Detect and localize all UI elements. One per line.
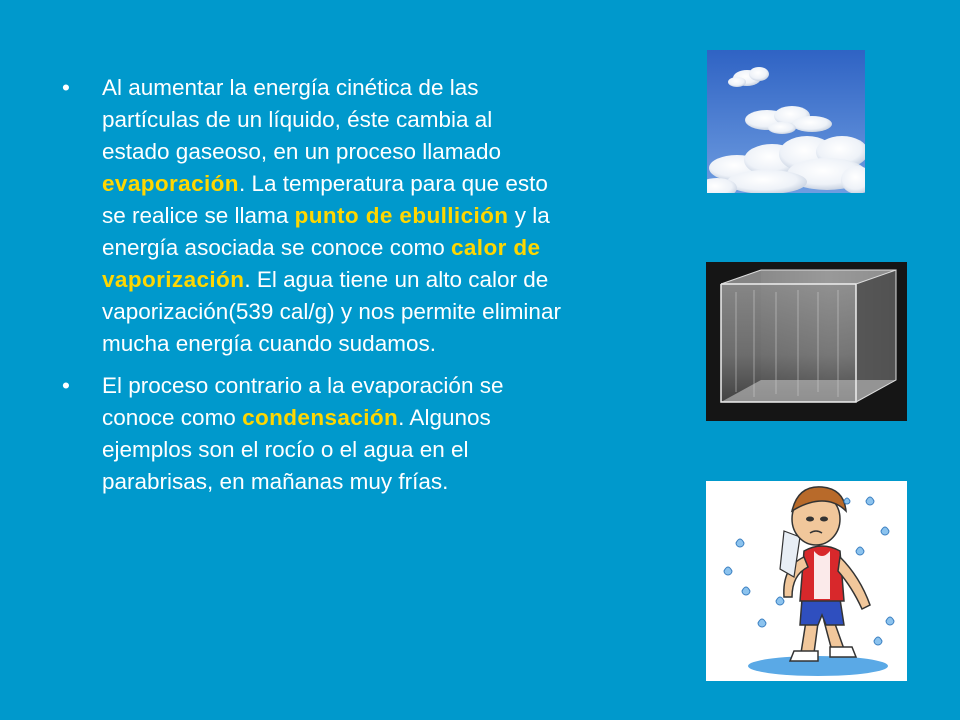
content-text: [62, 72, 562, 508]
bullet-text: Al aumentar la energía cinética de las partículas de un líquido, éste cambia al estado gaseoso, en un proceso llamado evaporación. La temperatura para que esto se realice se llama punto de ebullición y la energía asociada se conoce como calor de vaporización. El agua tiene un alto calor de vaporización(539 cal/g) y nos permite eliminar mucha energía cuando sudamos.: [102, 75, 561, 356]
bullet-dot: •: [62, 75, 70, 100]
clouds-photo: [707, 50, 865, 193]
bullet-evaporation: [62, 72, 562, 360]
term-condensacion: condensación: [242, 405, 399, 430]
term-calor-de-vaporizacion: calor de vaporización: [102, 235, 541, 292]
bullet-text: El proceso contrario a la evaporación se conoce como condensación. Algunos ejemplos son el rocío o el agua en el parabrisas, en mañanas muy frías.: [102, 373, 504, 494]
term-punto-de-ebullicion: punto de ebullición: [294, 203, 509, 228]
bullet-dot: •: [62, 373, 70, 398]
sweating-runner-cartoon: [706, 481, 907, 681]
term-evaporacion: evaporación: [102, 171, 239, 196]
bullet-condensation: [62, 370, 562, 498]
glass-tank-condensation-photo: [706, 262, 907, 421]
